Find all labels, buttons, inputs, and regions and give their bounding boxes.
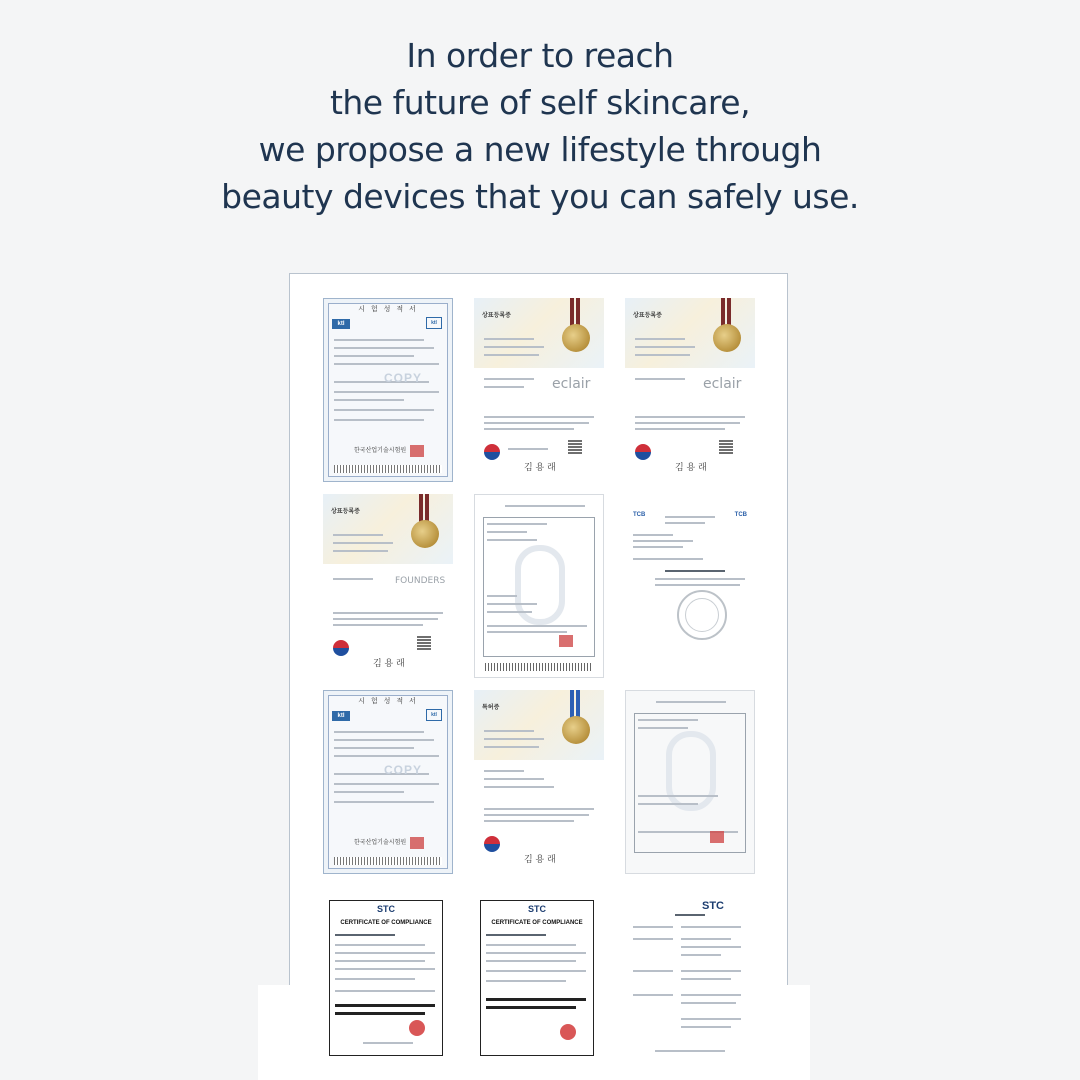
stc-logo: STC xyxy=(377,904,395,914)
headline-line-3: we propose a new lifestyle through xyxy=(258,130,822,169)
barcode-icon xyxy=(334,857,442,865)
brand-eclair: eclair xyxy=(703,376,742,392)
ktl-institute: 한국산업기술시험원 xyxy=(354,448,407,454)
ktl-logo-right: ktl xyxy=(426,709,442,721)
barcode-icon xyxy=(485,663,593,671)
ktl-copy-watermark: COPY xyxy=(384,371,423,385)
tcb-tag-right: TCB xyxy=(734,512,747,518)
trademark-title: 상표등록증 xyxy=(633,313,662,319)
korea-emblem-icon xyxy=(635,444,651,460)
red-seal-icon xyxy=(710,831,724,843)
red-seal-icon xyxy=(409,1020,425,1036)
certificate-stc-compliance-2 xyxy=(474,894,600,1062)
gold-medal-icon xyxy=(713,324,741,352)
ktl-copy-watermark: COPY xyxy=(384,763,423,777)
ktl-logo: ktl xyxy=(332,319,350,329)
certificate-tcb-letter xyxy=(625,494,755,678)
trademark-title: 상표등록증 xyxy=(482,313,511,319)
certificate-application-form xyxy=(474,494,604,678)
signature: 김 용 래 xyxy=(524,855,556,865)
brand-founders: FOUNDERS xyxy=(395,576,446,586)
certificate-trademark-3 xyxy=(323,494,453,678)
headline-line-1: In order to reach xyxy=(406,36,674,75)
tcb-tag-left: TCB xyxy=(633,512,646,518)
korea-emblem-icon xyxy=(484,444,500,460)
trademark-title: 상표등록증 xyxy=(331,509,360,515)
certificate-stc-test-report xyxy=(625,894,751,1062)
signature: 김 용 래 xyxy=(675,463,707,473)
gold-medal-icon xyxy=(562,716,590,744)
certificate-trademark-2 xyxy=(625,298,755,482)
gold-medal-icon xyxy=(411,520,439,548)
headline-line-2: the future of self skincare, xyxy=(329,83,751,122)
korea-emblem-icon xyxy=(333,640,349,656)
red-seal-icon xyxy=(410,837,424,849)
qr-code-icon xyxy=(417,636,431,650)
stc-heading: CERTIFICATE OF COMPLIANCE xyxy=(340,920,432,926)
signature: 김 용 래 xyxy=(373,659,405,669)
ktl-title: 시 험 성 적 서 xyxy=(358,306,418,313)
stc-logo: STC xyxy=(702,900,724,912)
ktl-logo-right: ktl xyxy=(426,317,442,329)
ktl-institute: 한국산업기술시험원 xyxy=(354,840,407,846)
ktl-logo: ktl xyxy=(332,711,350,721)
brand-eclair: eclair xyxy=(552,376,591,392)
qr-code-icon xyxy=(568,440,582,454)
barcode-icon xyxy=(334,465,442,473)
qr-code-icon xyxy=(719,440,733,454)
headline-line-4: beauty devices that you can safely use. xyxy=(221,177,859,216)
stc-logo: STC xyxy=(528,904,546,914)
certificate-trademark-1 xyxy=(474,298,604,482)
ktl-title: 시 험 성 적 서 xyxy=(358,698,418,705)
korea-emblem-icon xyxy=(484,836,500,852)
headline xyxy=(0,32,1080,220)
gold-medal-icon xyxy=(562,324,590,352)
certificate-ktl-test-report-1 xyxy=(323,298,453,482)
patent-title: 특허증 xyxy=(482,705,500,711)
certificate-stc-compliance-1 xyxy=(323,894,449,1062)
signature: 김 용 래 xyxy=(524,463,556,473)
red-seal-icon xyxy=(559,635,573,647)
stc-heading: CERTIFICATE OF COMPLIANCE xyxy=(491,920,583,926)
certificate-patent xyxy=(474,690,604,874)
red-seal-icon xyxy=(560,1024,576,1040)
red-seal-icon xyxy=(410,445,424,457)
certificate-ktl-test-report-2 xyxy=(323,690,453,874)
certificate-kc-form xyxy=(625,690,755,874)
